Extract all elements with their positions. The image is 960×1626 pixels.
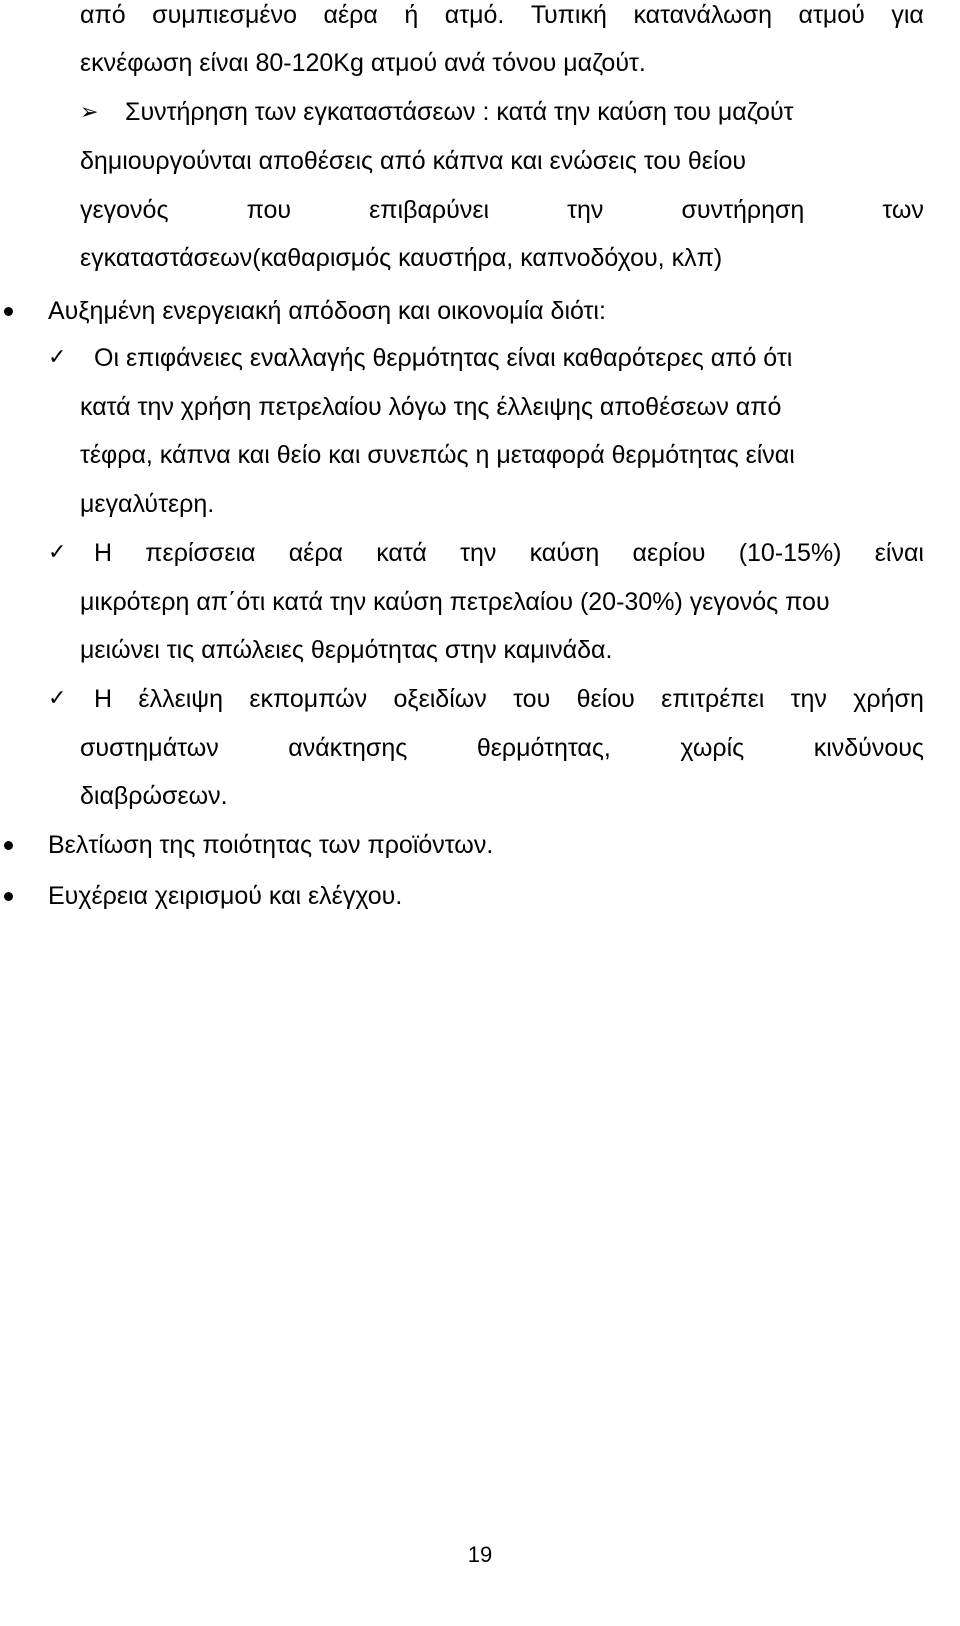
word: συστημάτων [80, 734, 219, 762]
check-item-2-line-1 [94, 538, 924, 568]
word: Η [94, 685, 113, 713]
check-item-1-line-4: μεγαλύτερη. [80, 490, 215, 518]
checkmark-icon: ✓ [48, 344, 67, 369]
maintenance-line-3 [80, 195, 924, 225]
word: έλλειψη [138, 685, 223, 713]
word: συμπιεσμένο [152, 1, 297, 29]
word: για [891, 1, 924, 29]
bullet-handling-text: Ευχέρεια χειρισμού και ελέγχου. [48, 882, 403, 910]
check-item-1-line-2: κατά την χρήση πετρελαίου λόγω της έλλειψης αποθέσεων από [80, 393, 782, 421]
arrow-bullet-icon: ➢ [80, 99, 99, 124]
word: επιτρέπει [661, 685, 765, 713]
check-item-3-line-2 [80, 733, 924, 763]
word: περίσσεια [145, 539, 256, 567]
bullet-quality-text: Βελτίωση της ποιότητας των προϊόντων. [48, 831, 494, 859]
word: ανάκτησης [288, 734, 408, 762]
word: από [80, 1, 126, 29]
word: καύση [529, 539, 600, 567]
word: την [567, 196, 604, 224]
word: (10-15%) [738, 539, 842, 567]
word: είναι [874, 539, 924, 567]
word: ατμό. [444, 1, 505, 29]
word: χωρίς [680, 734, 745, 762]
check-item-2-line-3: μειώνει τις απώλειες θερμότητας στην καμινάδα. [80, 636, 613, 664]
word: Η [94, 539, 113, 567]
word: κινδύνους [813, 734, 924, 762]
word: κατά [376, 539, 427, 567]
word: οξειδίων [393, 685, 487, 713]
word: επιβαρύνει [369, 196, 490, 224]
word: αέρα [288, 539, 343, 567]
word: ή [404, 1, 419, 29]
checkmark-icon: ✓ [48, 685, 67, 710]
maintenance-line-1: Συντήρηση των εγκαταστάσεων : κατά την καύση του μαζούτ [125, 98, 794, 126]
word: συντήρηση [681, 196, 805, 224]
check-item-3-line-3: διαβρώσεων. [80, 782, 228, 810]
check-item-1-line-3: τέφρα, κάπνα και θείο και συνεπώς η μεταφορά θερμότητας είναι [80, 441, 795, 469]
word: του [513, 685, 551, 713]
check-item-3-line-1 [94, 684, 924, 714]
word: κατανάλωση [633, 1, 772, 29]
bullet-efficiency-text: Αυξημένη ενεργειακή απόδοση και οικονομία διότι: [48, 297, 606, 325]
checkmark-icon: ✓ [48, 539, 67, 564]
word: την [790, 685, 827, 713]
word: των [882, 196, 924, 224]
bullet-dot-icon [4, 892, 13, 901]
word: Τυπική [530, 1, 607, 29]
continuation-line-2: εκνέφωση είναι 80-120Kg ατμού ανά τόνου μαζούτ. [80, 49, 646, 77]
word: γεγονός [80, 196, 169, 224]
check-item-1-line-1: Οι επιφάνειες εναλλαγής θερμότητας είναι καθαρότερες από ότι [94, 344, 793, 372]
word: ατμού [798, 1, 865, 29]
page-number: 19 [467, 1542, 493, 1567]
bullet-dot-icon [4, 307, 13, 316]
maintenance-line-4: εγκαταστάσεων(καθαρισμός καυστήρα, καπνοδόχου, κλπ) [80, 244, 723, 272]
word: που [246, 196, 292, 224]
word: χρήση [853, 685, 924, 713]
check-item-2-line-2: μικρότερη απ΄ότι κατά την καύση πετρελαίου (20-30%) γεγονός που [80, 588, 830, 616]
word: εκπομπών [249, 685, 368, 713]
bullet-dot-icon [4, 841, 13, 850]
word: αέρα [323, 1, 378, 29]
word: αερίου [632, 539, 706, 567]
word: θείου [576, 685, 635, 713]
continuation-line-1 [80, 0, 924, 30]
maintenance-line-2: δημιουργούνται αποθέσεις από κάπνα και ενώσεις του θείου [80, 147, 747, 175]
word: την [460, 539, 497, 567]
word: θερμότητας, [476, 734, 611, 762]
